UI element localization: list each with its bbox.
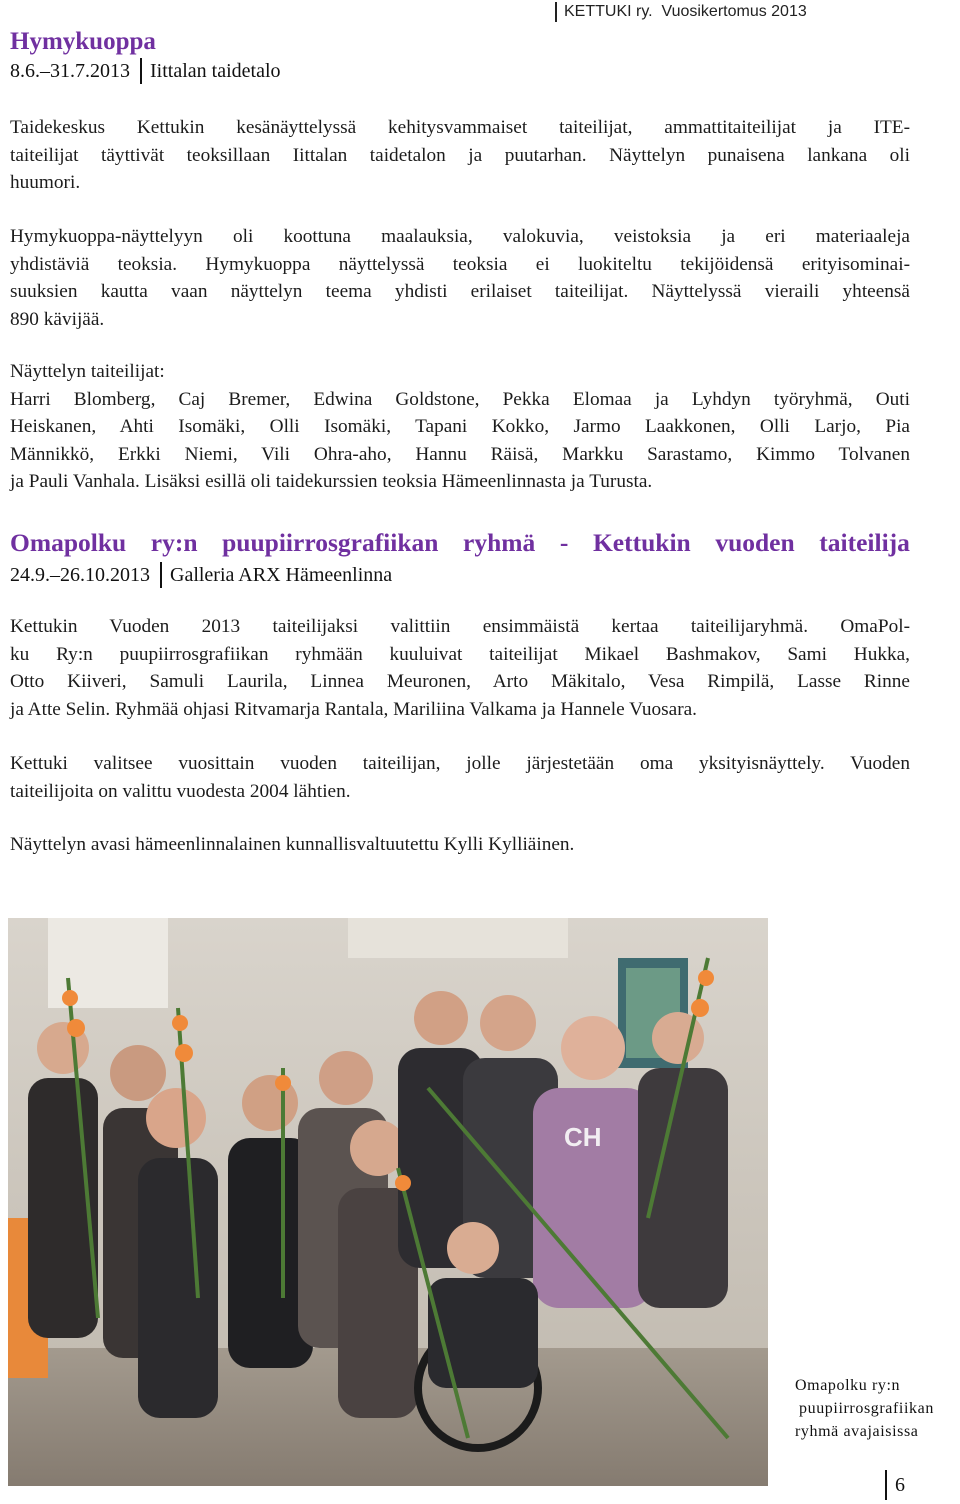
section-title-omapolku <box>10 528 910 558</box>
text-line: taiteilijoita on valittu vuodesta 2004 lähtien. <box>10 780 351 802</box>
text-line: Männikkö, Erkki Niemi, Vili Ohra-aho, Hannu Räisä, Markku Sarastamo, Kimmo Tolvanen <box>10 443 910 465</box>
section2-paragraph-3 <box>10 831 910 859</box>
title-word: Kettukin <box>592 528 691 557</box>
caption-line: Omapolku ry:n <box>795 1377 901 1394</box>
section1-dates: 8.6.–31.7.2013 <box>10 59 130 82</box>
running-header <box>555 2 807 22</box>
text-line: Harri Blomberg, Caj Bremer, Edwina Goldstone, Pekka Elomaa ja Lyhdyn työryhmä, Outi <box>10 388 910 410</box>
title-word: - <box>559 528 569 557</box>
group-photo-illustration <box>8 918 768 1486</box>
text-line: Heiskanen, Ahti Isomäki, Olli Isomäki, Tapani Kokko, Jarmo Laakkonen, Olli Larjo, Pia <box>10 416 910 437</box>
title-word: vuoden <box>715 528 795 557</box>
text-line: Kettukin Vuoden 2013 taiteilijaksi valittiin ensimmäistä kertaa taiteilijaryhmä. OmaPol- <box>10 616 910 637</box>
title-word: puupiirrosgrafiikan <box>222 528 439 557</box>
text-line: ku Ry:n puupiirrosgrafiikan ryhmään kuuluivat taiteilijat Mikael Bashmakov, Sami Hukka, <box>10 643 910 665</box>
section2-paragraph-1 <box>10 613 910 723</box>
section2-dateline <box>10 562 392 588</box>
text-line: Otto Kiiveri, Samuli Laurila, Linnea Meuronen, Arto Mäkitalo, Vesa Rimpilä, Lasse Rinne <box>10 671 910 692</box>
section1-paragraph-2 <box>10 223 910 333</box>
text-line: Taidekeskus Kettukin kesänäyttelyssä kehitysvammaiset taiteilijat, ammattitaiteilijat ja ITE- <box>10 117 910 138</box>
header-org: KETTUKI ry. <box>564 3 653 20</box>
shirt-text: CH <box>564 1122 602 1152</box>
section1-paragraph-1 <box>10 114 910 197</box>
dateline-separator <box>160 562 162 588</box>
text-line: yhdistäviä teoksia. Hymykuoppa näyttelyssä teoksia ei luokiteltu tekijöidensä erityisominai- <box>10 253 910 275</box>
text-line: Kettuki valitsee vuosittain vuoden taiteilijan, jolle järjestetään oma yksityisnäyttely. Vuoden <box>10 753 910 774</box>
section1-dateline <box>10 58 281 84</box>
text-line: huumori. <box>10 172 81 193</box>
caption-line: ryhmä avajaisissa <box>795 1423 919 1440</box>
section2-venue: Galleria ARX Hämeenlinna <box>170 563 393 586</box>
text-line: Näyttelyn avasi hämeenlinnalainen kunnallisvaltuutettu Kylli Kylliäinen. <box>10 834 575 855</box>
section2-dates: 24.9.–26.10.2013 <box>10 563 150 586</box>
text-line: ja Pauli Vanhala. Lisäksi esillä oli taidekurssien teoksia Hämeenlinnasta ja Turusta. <box>10 471 653 492</box>
text-line: suuksien kautta vaan näyttelyn teema yhdisti erilaiset taiteilijat. Näyttelyssä vieraili yhteensä <box>10 281 910 302</box>
section1-venue: Iittalan taidetalo <box>150 59 281 82</box>
artists-label: Näyttelyn taiteilijat: <box>10 361 165 382</box>
text-line: ja Atte Selin. Ryhmää ohjasi Ritvamarja Rantala, Mariliina Valkama ja Hannele Vuosara. <box>10 698 698 720</box>
text-line: Hymykuoppa-näyttelyyn oli koottuna maalauksia, valokuvia, veistoksia ja eri materiaaleja <box>10 226 910 247</box>
title-word: Omapolku <box>10 528 127 557</box>
section2-paragraph-2 <box>10 750 910 805</box>
text-line: taiteilijat täyttivät teoksillaan Iittalan taidetalon ja puutarhan. Näyttelyn punaisena lankana oli <box>10 144 910 166</box>
title-word: ry:n <box>150 528 198 557</box>
title-word: taiteilija <box>819 528 910 557</box>
header-report: Vuosikertomus 2013 <box>661 3 807 20</box>
section-title-hymykuoppa: Hymykuoppa <box>10 28 156 55</box>
section1-artists <box>10 358 910 496</box>
dateline-separator <box>140 58 142 84</box>
photo-caption <box>795 1374 934 1443</box>
caption-line: puupiirrosgrafiikan <box>799 1400 934 1417</box>
text-line: 890 kävijää. <box>10 308 105 330</box>
group-photo <box>8 918 768 1486</box>
page-number: 6 <box>885 1470 905 1500</box>
title-word: ryhmä <box>463 528 536 557</box>
